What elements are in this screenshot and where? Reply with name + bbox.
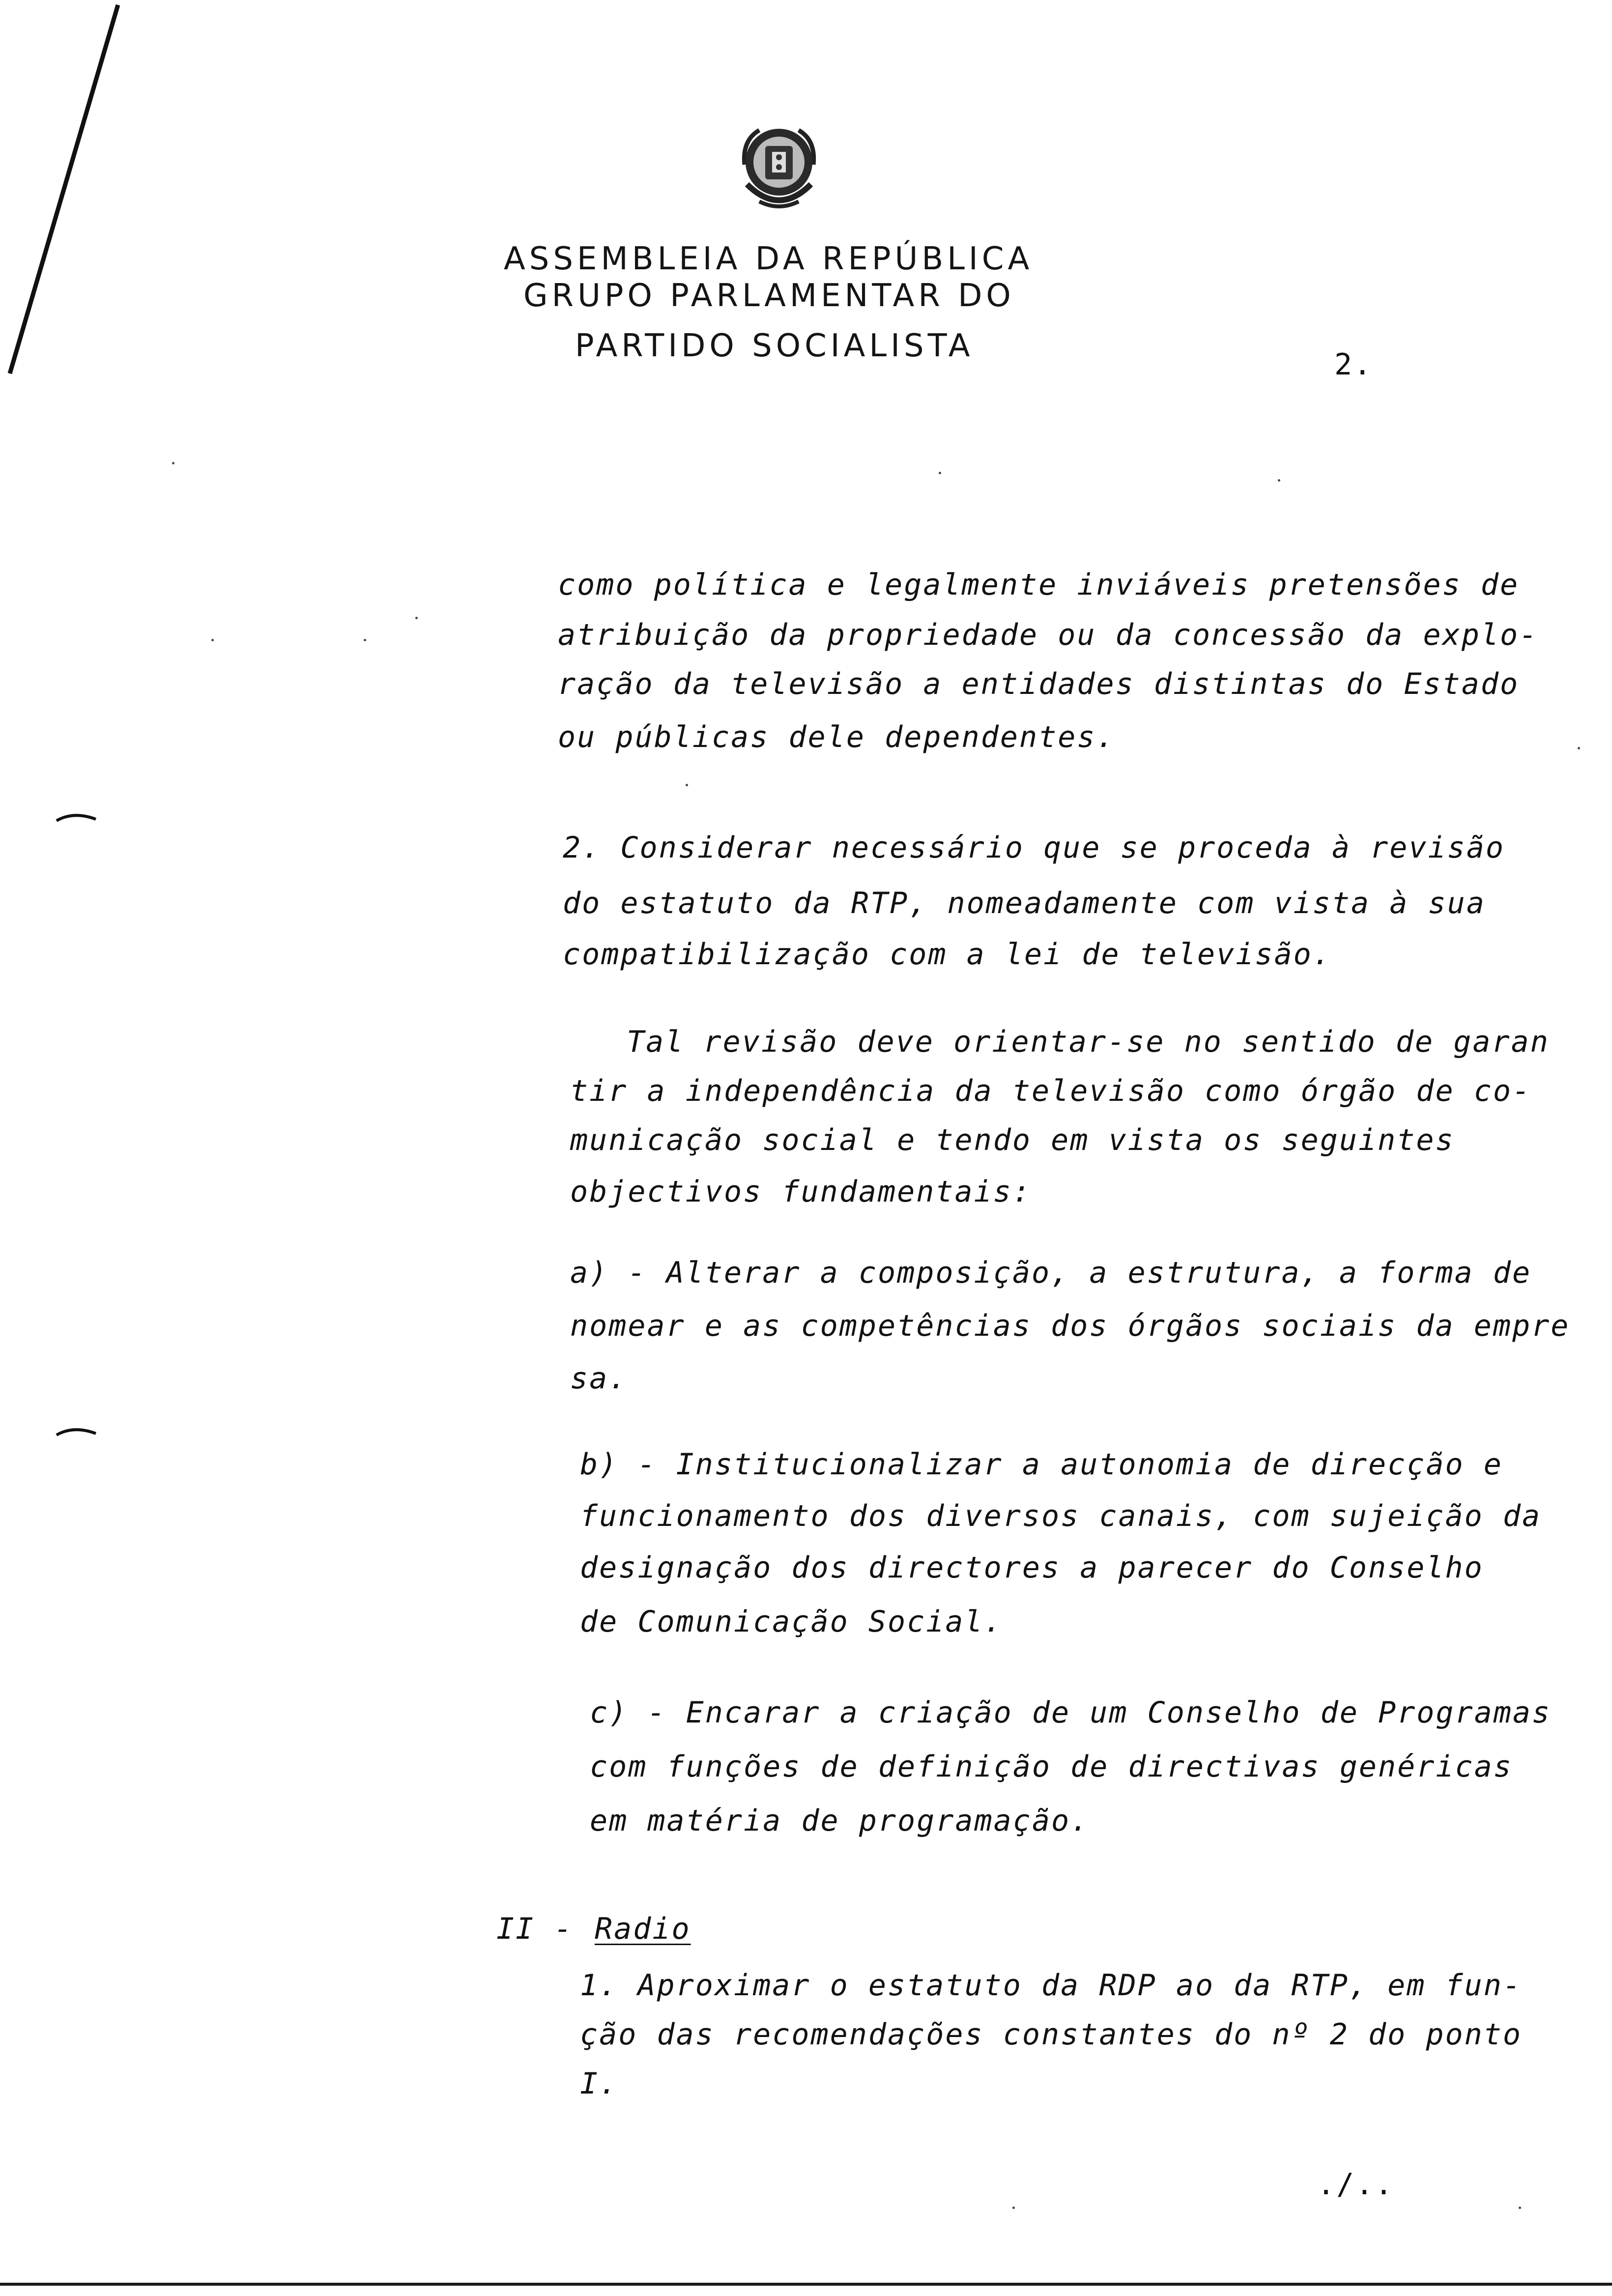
paragraph-3-line-2: tir a independência da televisão como órgão de co- <box>570 1074 1532 1108</box>
scan-speck <box>939 472 941 474</box>
header-line-3: PARTIDO SOCIALISTA <box>575 328 974 364</box>
paragraph-1-line-3: ração da televisão a entidades distintas do Estado <box>558 667 1520 701</box>
margin-tick-mark <box>54 808 98 823</box>
paragraph-1-line-2: atribuição da propriedade ou da concessão da explo- <box>558 618 1539 652</box>
item-c-line-1: c) - Encarar a criação de um Conselho de Programas <box>590 1695 1552 1730</box>
section-ii-numeral: II - <box>496 1912 574 1946</box>
section-ii-title: Radio <box>595 1912 691 1946</box>
page-number: 2. <box>1334 347 1373 382</box>
item-a-line-1: a) - Alterar a composição, a estrutura, a forma de <box>570 1256 1532 1290</box>
scan-speck <box>211 639 214 641</box>
header-line-2: GRUPO PARLAMENTAR DO <box>523 278 1015 314</box>
paragraph-2-line-2: do estatuto da RTP, nomeadamente com vista à sua <box>563 886 1486 920</box>
bottom-rule <box>0 2283 1612 2286</box>
header-line-1: ASSEMBLEIA DA REPÚBLICA <box>504 241 1034 277</box>
scan-speck <box>1278 479 1280 482</box>
scan-speck <box>1012 2207 1015 2209</box>
item-ii-1-line-2: ção das recomendações constantes do nº 2 do ponto <box>580 2017 1523 2052</box>
paragraph-3-line-1: Tal revisão deve orientar-se no sentido de garan <box>627 1025 1550 1059</box>
continuation-mark: ./.. <box>1317 2167 1394 2202</box>
item-a-line-2: nomear e as competências dos órgãos sociais da empre <box>570 1309 1570 1343</box>
scan-speck <box>686 784 688 786</box>
item-b-line-1: b) - Institucionalizar a autonomia de direcção e <box>580 1447 1503 1482</box>
paragraph-2-line-1: 2. Considerar necessário que se proceda à revisão <box>563 831 1505 865</box>
scan-speck <box>1519 2207 1521 2209</box>
coat-of-arms-emblem <box>730 111 828 224</box>
item-b-line-2: funcionamento dos diversos canais, com sujeição da <box>580 1499 1542 1533</box>
item-b-line-4: de Comunicação Social. <box>580 1605 1003 1639</box>
paragraph-3-line-3: municação social e tendo em vista os seguintes <box>570 1123 1455 1157</box>
item-ii-1-line-3: I. <box>580 2066 619 2101</box>
scan-speck <box>1578 747 1580 749</box>
margin-tick-mark <box>54 1423 98 1437</box>
paragraph-1-line-4: ou públicas dele dependentes. <box>558 720 1116 754</box>
scan-speck <box>415 617 418 619</box>
margin-stroke <box>0 0 128 383</box>
paragraph-1-line-1: como política e legalmente inviáveis pretensões de <box>558 568 1520 602</box>
item-ii-1-line-1: 1. Aproximar o estatuto da RDP ao da RTP, em fun- <box>580 1968 1523 2003</box>
item-b-line-3: designação dos directores a parecer do Conselho <box>580 1550 1484 1585</box>
item-a-line-3: sa. <box>570 1361 628 1396</box>
item-c-line-3: em matéria de programação. <box>590 1804 1090 1838</box>
item-c-line-2: com funções de definição de directivas genéricas <box>590 1750 1513 1784</box>
paragraph-2-line-3: compatibilização com a lei de televisão. <box>563 937 1332 972</box>
scan-speck <box>364 639 366 641</box>
scan-speck <box>172 462 174 464</box>
paragraph-3-line-4: objectivos fundamentais: <box>570 1175 1032 1209</box>
